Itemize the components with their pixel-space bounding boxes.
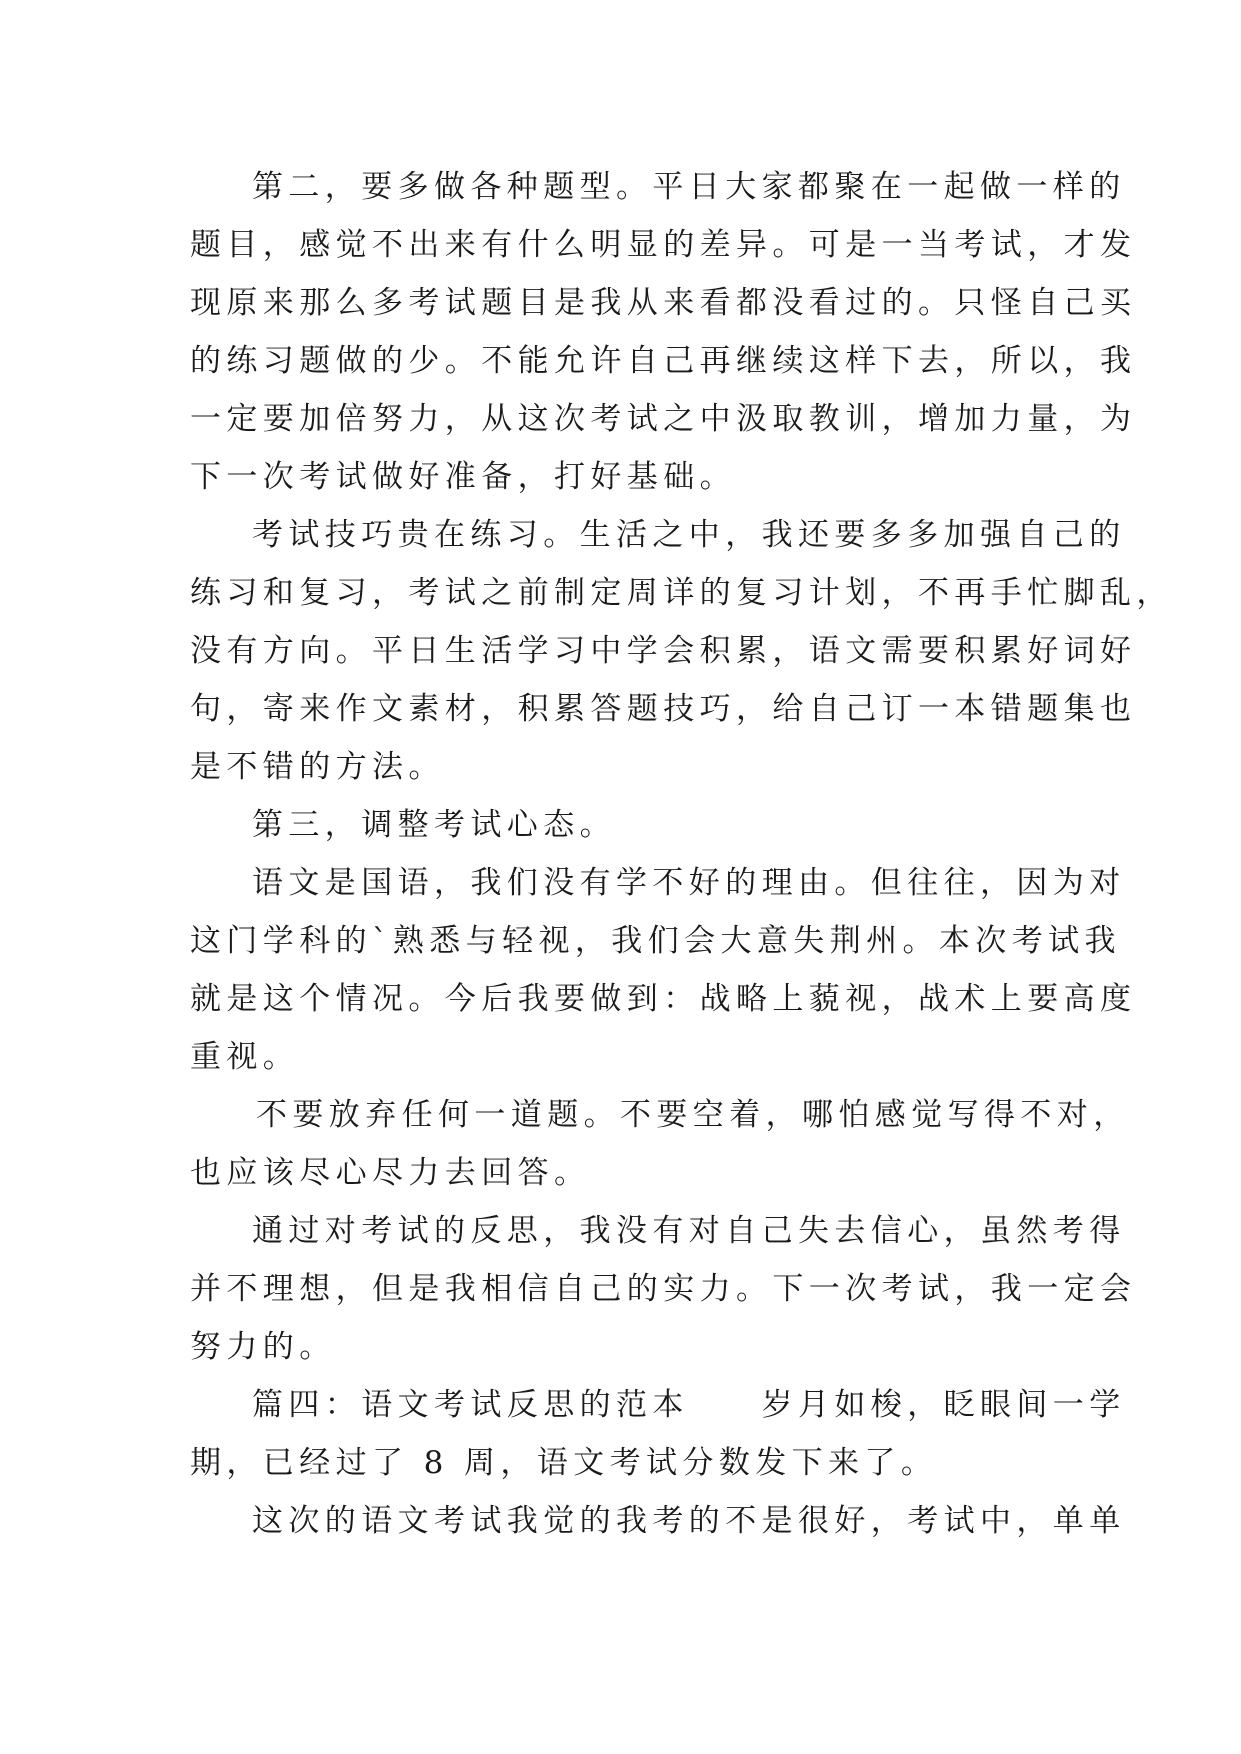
paragraph-1-line-6: 下一次考试做好准备，打好基础。 (190, 459, 736, 495)
paragraph-2-line-2: 练习和复习，考试之前制定周详的复习计划，不再手忙脚乱， (190, 575, 1173, 611)
paragraph-1-line-1: 第二，要多做各种题型。平日大家都聚在一起做一样的 (252, 169, 1126, 205)
paragraph-1-line-4: 的练习题做的少。不能允许自己再继续这样下去，所以，我 (190, 343, 1137, 379)
paragraph-6-line-1: 通过对考试的反思，我没有对自己失去信心，虽然考得 (252, 1213, 1126, 1249)
paragraph-4-line-4: 重视。 (190, 1039, 300, 1075)
paragraph-8-line-1: 这次的语文考试我觉的我考的不是很好，考试中，单单 (252, 1503, 1126, 1539)
paragraph-2-line-5: 是不错的方法。 (190, 749, 445, 785)
paragraph-5-line-2: 也应该尽心尽力去回答。 (190, 1155, 591, 1191)
paragraph-2-line-4: 句，寄来作文素材，积累答题技巧，给自己订一本错题集也 (190, 691, 1137, 727)
paragraph-4-line-1: 语文是国语，我们没有学不好的理由。但往往，因为对 (252, 865, 1126, 901)
paragraph-1-line-5: 一定要加倍努力，从这次考试之中汲取教训，增加力量，为 (190, 401, 1137, 437)
paragraph-1-line-3: 现原来那么多考试题目是我从来看都没看过的。只怪自己买 (190, 285, 1137, 321)
paragraph-6-line-3: 努力的。 (190, 1329, 336, 1365)
paragraph-2-line-1: 考试技巧贵在练习。生活之中，我还要多多加强自己的 (252, 517, 1126, 553)
paragraph-4-line-2: 这门学科的`熟悉与轻视，我们会大意失荆州。本次考试我 (190, 923, 1121, 959)
paragraph-5-line-1: 不要放弃任何一道题。不要空着，哪怕感觉写得不对， (256, 1097, 1130, 1133)
paragraph-3-line-1: 第三，调整考试心态。 (252, 807, 616, 843)
paragraph-7-line-1: 篇四：语文考试反思的范本 岁月如梭，眨眼间一学 (252, 1387, 1126, 1423)
paragraph-7-line-2: 期，已经过了 8 周，语文考试分数发下来了。 (190, 1445, 938, 1481)
paragraph-2-line-3: 没有方向。平日生活学习中学会积累，语文需要积累好词好 (190, 633, 1137, 669)
paragraph-1-line-2: 题目，感觉不出来有什么明显的差异。可是一当考试，才发 (190, 227, 1137, 263)
paragraph-4-line-3: 就是这个情况。今后我要做到：战略上藐视，战术上要高度 (190, 981, 1137, 1017)
paragraph-6-line-2: 并不理想，但是我相信自己的实力。下一次考试，我一定会 (190, 1271, 1137, 1307)
